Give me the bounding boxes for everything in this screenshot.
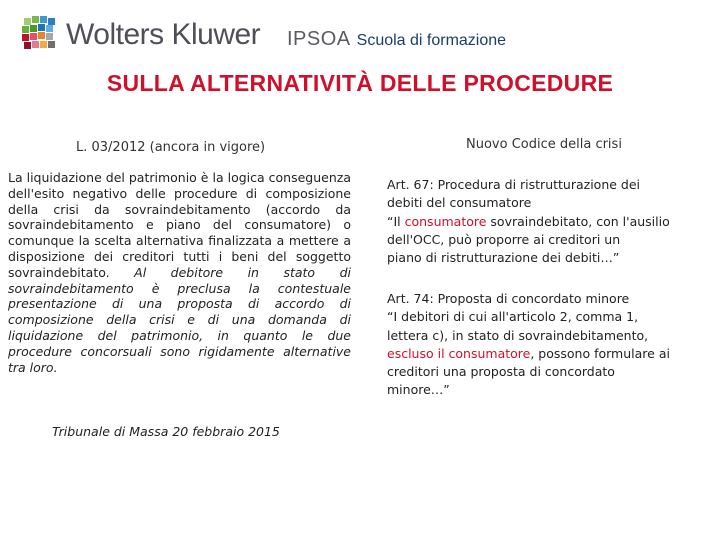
left-body-italic-paragraph: Al debitore in stato di sovraindebitamento è preclusa la contestuale presentazione di una proposta di accordo di composizione della crisi e di una domanda di liquidazione del patrimonio, in quanto le due procedure concorsuali sono rigidamente alternative tra loro. [8, 264, 351, 375]
art67-line5: piano di ristrutturazione dei debiti…” [387, 250, 620, 266]
art67-line4: dell'OCC, può proporre ai creditori un [387, 231, 621, 247]
article-67-block [387, 176, 709, 267]
header [0, 0, 720, 70]
art67-line1: Art. 67: Procedura di ristrutturazione dei [387, 177, 641, 192]
sub-brand-ipsoa: IPSOA [287, 28, 351, 50]
art67-line2: debiti del consumatore [387, 195, 532, 211]
art74-line3: lettera c), in stato di sovraindebitamento, [387, 327, 649, 343]
art67-line3-pre: “Il [387, 213, 405, 229]
art74-line1: Art. 74: Proposta di concordato minore [387, 291, 630, 306]
brand-name: Wolters Kluwer [66, 18, 261, 51]
art74-line5: creditori una proposta di concordato [387, 364, 615, 380]
art74-line6: minore…” [387, 382, 450, 398]
art67-highlight: consumatore [404, 213, 487, 229]
article-74-block [387, 290, 709, 400]
court-citation: Tribunale di Massa 20 febbraio 2015 [52, 424, 280, 439]
art74-highlight: escluso il consumatore [387, 345, 531, 361]
art74-line4-post: , possono formulare ai [530, 345, 670, 361]
art67-line3 [387, 213, 709, 231]
page-title: SULLA ALTERNATIVITÀ DELLE PROCEDURE [106, 70, 614, 96]
wolters-kluwer-logo-icon [20, 14, 60, 54]
left-column-heading: L. 03/2012 (ancora in vigore) [76, 140, 266, 155]
sub-brand [287, 28, 506, 51]
art67-line3-post: sovraindebitato, con l'ausilio [486, 213, 670, 229]
sub-brand-scuola: Scuola di formazione [356, 32, 507, 49]
art74-line4 [387, 345, 709, 363]
left-column-body [8, 170, 351, 375]
left-body-paragraph: La liquidazione del patrimonio è la logica conseguenza dell'esito negativo delle procedure di composizione della crisi da sovraindebitamento (accordo da sovraindebitamento e piano del consumatore) o comunque la scelta alternativa finalizzata a mettere a disposizione dei creditori tutti i beni del soggetto sovraindebitato. [8, 170, 351, 280]
art74-line2: “I debitori di cui all'articolo 2, comma 1, [387, 309, 639, 325]
right-column-heading: Nuovo Codice della crisi [466, 137, 622, 152]
